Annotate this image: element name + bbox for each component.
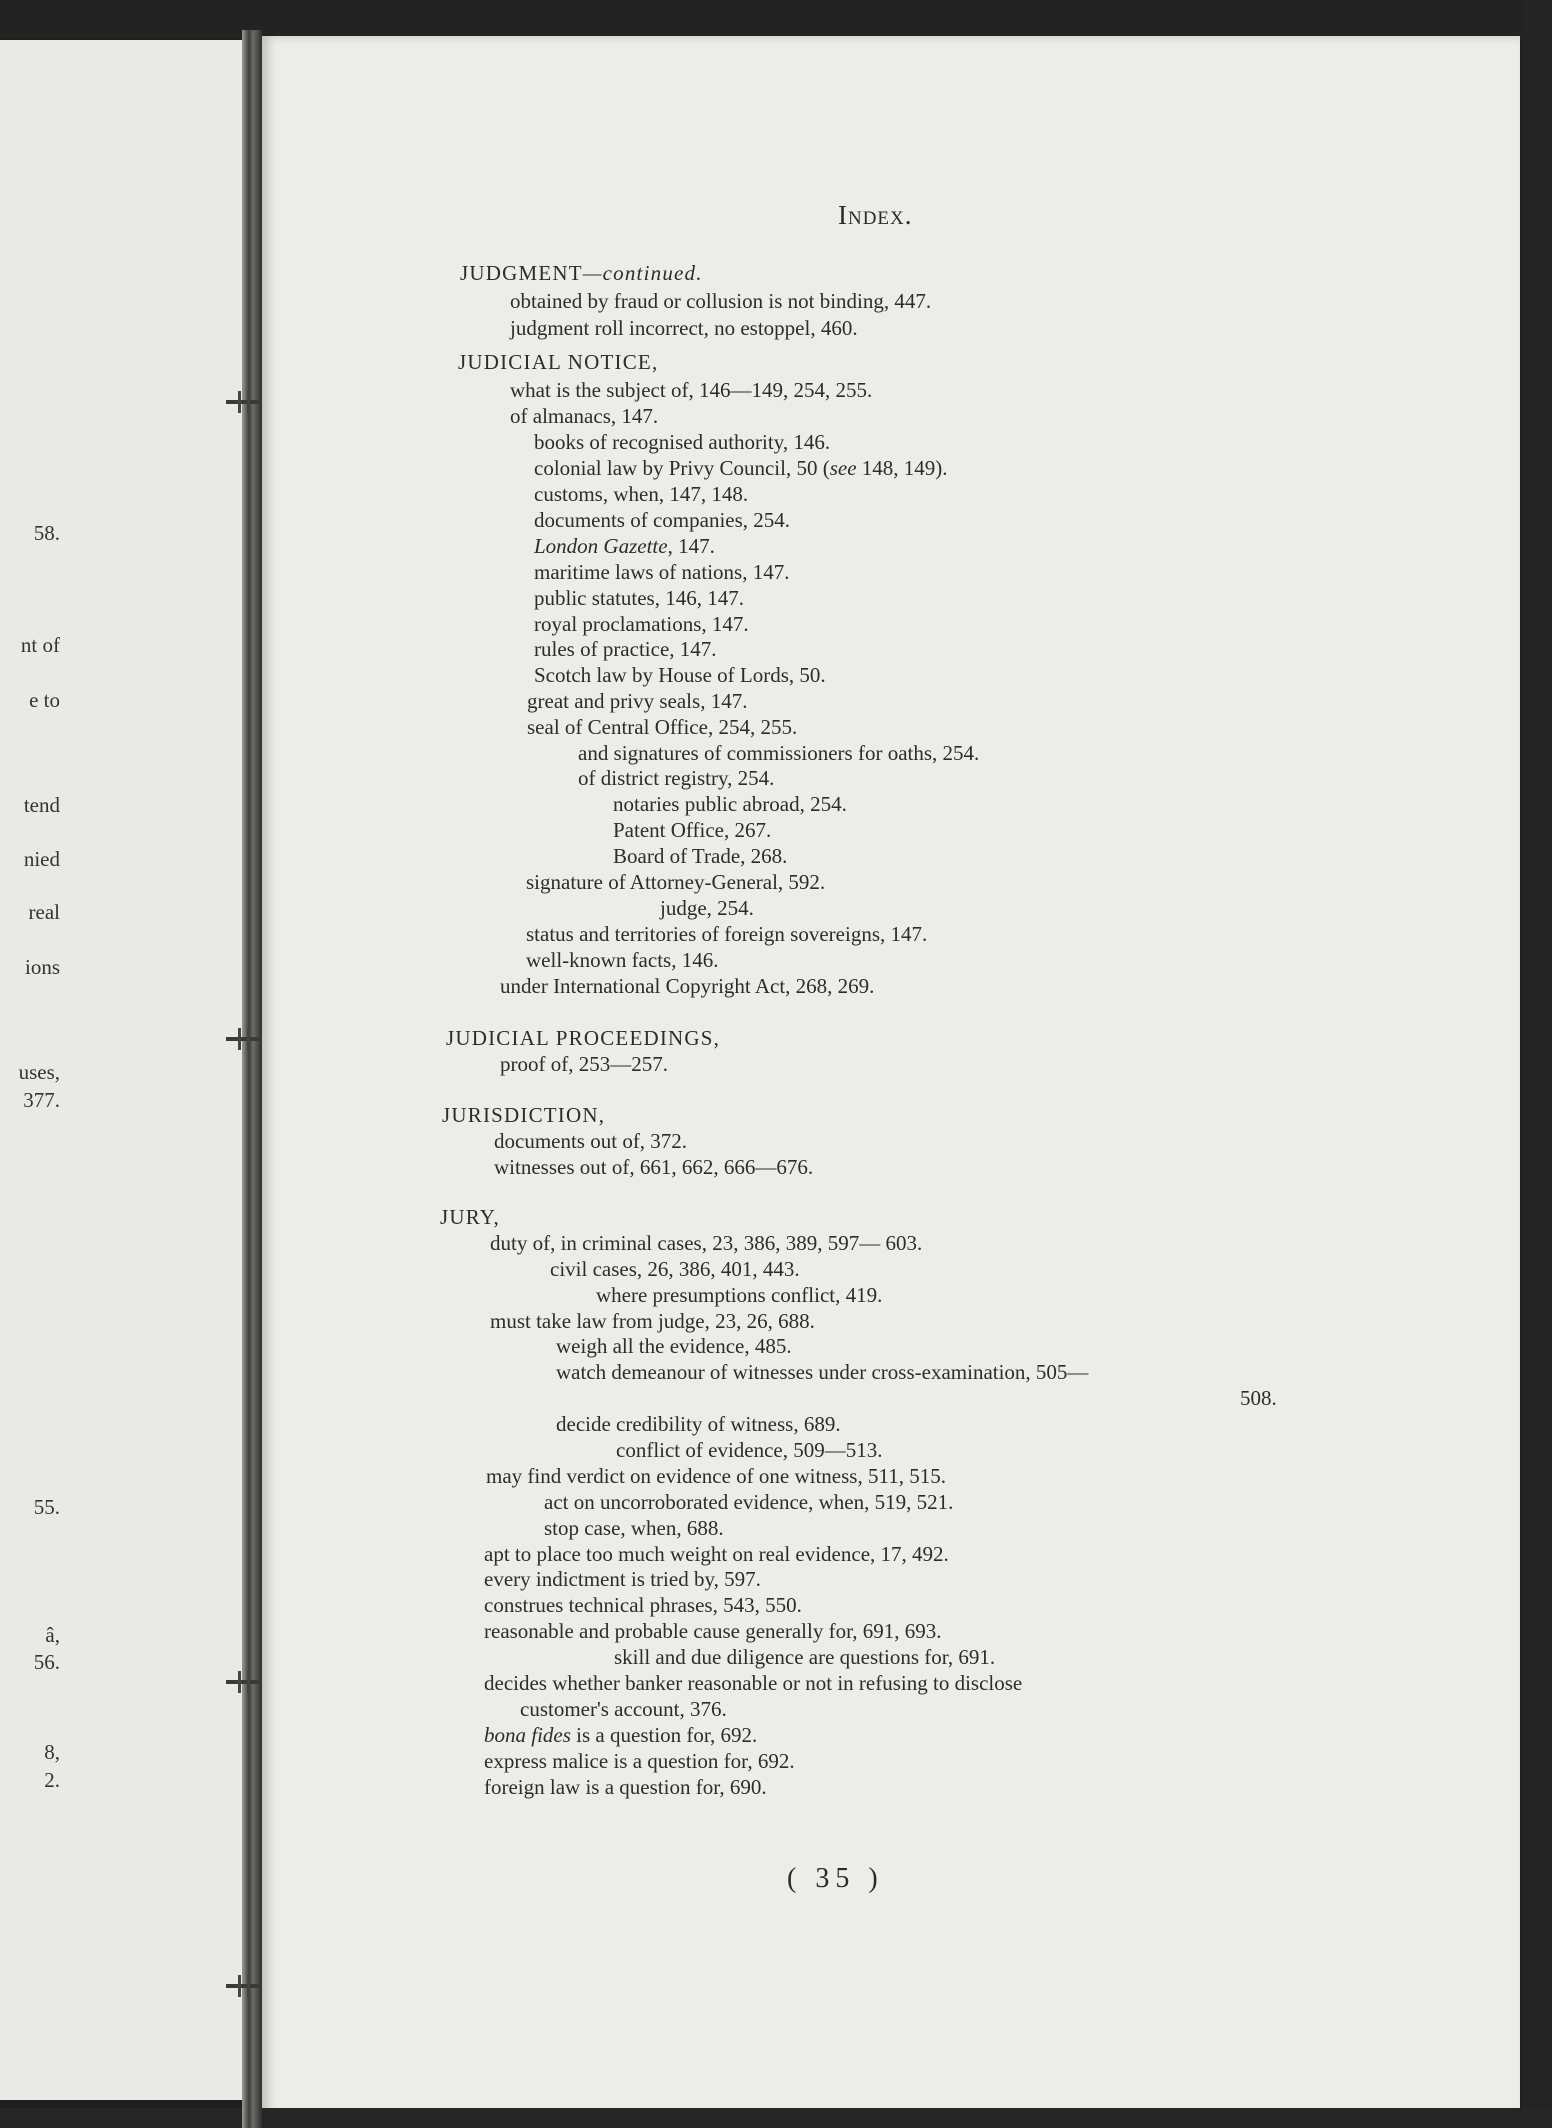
- index-heading: [446, 1025, 720, 1051]
- page-number: ( 35 ): [787, 1863, 884, 1894]
- index-heading: [460, 260, 703, 286]
- index-entry: [534, 429, 830, 455]
- index-entry: [544, 1489, 953, 1515]
- index-entry: [613, 791, 847, 817]
- index-text: JURISDICTION,: [442, 1103, 606, 1127]
- left-page-fragment: uses,: [18, 1060, 60, 1084]
- index-entry: [534, 611, 749, 637]
- index-text: witnesses out of, 661, 662, 666—676.: [494, 1155, 814, 1179]
- index-text: of district registry, 254.: [578, 766, 775, 790]
- index-entry: [490, 1308, 815, 1334]
- index-entry: [556, 1411, 841, 1437]
- index-entry: [578, 740, 979, 766]
- index-entry: [526, 869, 825, 895]
- index-entry: [500, 973, 874, 999]
- index-entry: [534, 533, 715, 559]
- index-entry: [484, 1618, 941, 1644]
- index-text: must take law from judge, 23, 26, 688.: [490, 1309, 815, 1333]
- index-entry: [484, 1541, 949, 1567]
- index-entry: [534, 455, 948, 481]
- index-entry: [510, 315, 858, 341]
- index-entry: [614, 1644, 995, 1670]
- left-page-fragment: 56.: [33, 1650, 60, 1674]
- index-text: skill and due diligence are questions for, 691.: [614, 1645, 996, 1669]
- index-text: decides whether banker reasonable or not in refusing to disclose: [484, 1671, 1023, 1695]
- index-text: rules of practice, 147.: [534, 637, 717, 661]
- index-text: act on uncorroborated evidence, when, 519, 521.: [544, 1490, 954, 1514]
- index-text: watch demeanour of witnesses under cross-examination, 505—: [556, 1360, 1089, 1384]
- index-entry: [556, 1333, 792, 1359]
- left-page-fragment: real: [28, 900, 60, 924]
- index-text: and signatures of commissioners for oaths, 254.: [578, 741, 980, 765]
- index-text: documents out of, 372.: [494, 1129, 688, 1153]
- index-entry: [550, 1256, 800, 1282]
- index-text: civil cases, 26, 386, 401, 443.: [550, 1257, 800, 1281]
- index-text: JUDICIAL NOTICE,: [458, 350, 659, 374]
- index-entry: [534, 585, 744, 611]
- index-entry: [534, 481, 748, 507]
- index-entry: [616, 1437, 883, 1463]
- index-text: where presumptions conflict, 419.: [596, 1283, 883, 1307]
- index-text: documents of companies, 254.: [534, 508, 791, 532]
- index-text: Scotch law by House of Lords, 50.: [534, 663, 826, 687]
- index-entry: [484, 1670, 1022, 1696]
- index-entry: [613, 817, 771, 843]
- index-text: stop case, when, 688.: [544, 1516, 724, 1540]
- index-text: JUDGMENT: [460, 261, 583, 285]
- index-entry: [526, 947, 718, 973]
- index-text: signature of Attorney-General, 592.: [526, 870, 826, 894]
- index-entry: [484, 1774, 767, 1800]
- index-text: bona fides: [484, 1723, 571, 1747]
- index-text: public statutes, 146, 147.: [534, 586, 744, 610]
- index-heading: [440, 1204, 500, 1230]
- index-entry: [660, 895, 754, 921]
- index-heading: [442, 1102, 605, 1128]
- left-page-fragment: 2.: [44, 1768, 60, 1792]
- index-entry: [534, 636, 717, 662]
- index-text: , 147.: [667, 534, 715, 558]
- index-text: status and territories of foreign sovereigns, 147.: [526, 922, 928, 946]
- index-text: decide credibility of witness, 689.: [556, 1412, 841, 1436]
- index-entry: [484, 1748, 795, 1774]
- index-text: customer's account, 376.: [520, 1697, 727, 1721]
- left-page-fragment: e to: [29, 688, 60, 712]
- index-text: may find verdict on evidence of one witness, 511, 515.: [486, 1464, 946, 1488]
- index-text: see: [829, 456, 857, 480]
- index-entry: [490, 1230, 922, 1256]
- index-text: weigh all the evidence, 485.: [556, 1334, 792, 1358]
- index-text: 148, 149).: [856, 456, 948, 480]
- index-text: JUDICIAL PROCEEDINGS,: [446, 1026, 721, 1050]
- index-entry: [510, 403, 658, 429]
- index-text: notaries public abroad, 254.: [613, 792, 847, 816]
- index-entry: [534, 507, 790, 533]
- index-entry: [578, 765, 774, 791]
- index-text: judgment roll incorrect, no estoppel, 460.: [510, 316, 858, 340]
- index-entry: [526, 921, 927, 947]
- index-entry: [510, 288, 931, 314]
- index-text: of almanacs, 147.: [510, 404, 659, 428]
- index-text: Patent Office, 267.: [613, 818, 772, 842]
- index-text: under International Copyright Act, 268, 269.: [500, 974, 875, 998]
- index-text: maritime laws of nations, 147.: [534, 560, 790, 584]
- index-entry: [500, 1051, 668, 1077]
- index-entry: [484, 1566, 761, 1592]
- index-text: construes technical phrases, 543, 550.: [484, 1593, 802, 1617]
- index-text: London Gazette: [534, 534, 668, 558]
- index-text: colonial law by Privy Council, 50 (: [534, 456, 830, 480]
- index-text: what is the subject of, 146—149, 254, 255.: [510, 378, 873, 402]
- left-page-fragment: nied: [23, 847, 60, 871]
- index-entry: [556, 1359, 1088, 1385]
- index-text: —continued.: [582, 261, 703, 285]
- index-text: seal of Central Office, 254, 255.: [527, 715, 798, 739]
- index-text: customs, when, 147, 148.: [534, 482, 749, 506]
- index-text: is a question for, 692.: [570, 1723, 758, 1747]
- index-text: every indictment is tried by, 597.: [484, 1567, 761, 1591]
- index-entry: [544, 1515, 724, 1541]
- index-text: reasonable and probable cause generally for, 691, 693.: [484, 1619, 942, 1643]
- index-text: apt to place too much weight on real evidence, 17, 492.: [484, 1542, 949, 1566]
- index-entry: [527, 714, 797, 740]
- index-entry: [527, 688, 747, 714]
- index-text: judge, 254.: [660, 896, 754, 920]
- index-entry: [510, 377, 872, 403]
- index-text: JURY,: [440, 1205, 500, 1229]
- left-page-fragment: ions: [24, 955, 60, 979]
- index-entry: [534, 559, 789, 585]
- index-text: conflict of evidence, 509—513.: [616, 1438, 883, 1462]
- index-entry: [596, 1282, 882, 1308]
- left-page-fragment: 58.: [33, 521, 60, 545]
- index-entry: [486, 1463, 946, 1489]
- index-entry: [484, 1592, 802, 1618]
- page-title: Index.: [838, 200, 913, 230]
- index-entry: [494, 1128, 687, 1154]
- left-page-fragment: 377.: [23, 1088, 60, 1112]
- left-page-fragment: tend: [23, 793, 60, 817]
- left-page-fragment: 55.: [33, 1495, 60, 1519]
- index-text: foreign law is a question for, 690.: [484, 1775, 767, 1799]
- index-text: royal proclamations, 147.: [534, 612, 749, 636]
- left-page-fragment: 8,: [44, 1740, 60, 1764]
- index-entry: [613, 843, 787, 869]
- index-entry: [534, 662, 826, 688]
- index-entry: [494, 1154, 813, 1180]
- index-text: proof of, 253—257.: [500, 1052, 668, 1076]
- index-entry: [484, 1722, 757, 1748]
- index-text: duty of, in criminal cases, 23, 386, 389, 597— 603.: [490, 1231, 923, 1255]
- index-text: well-known facts, 146.: [526, 948, 719, 972]
- index-entry: [520, 1696, 727, 1722]
- index-text: great and privy seals, 147.: [527, 689, 748, 713]
- index-text: books of recognised authority, 146.: [534, 430, 831, 454]
- left-page-fragment: nt of: [20, 633, 60, 657]
- index-text: 508.: [1240, 1386, 1277, 1410]
- index-heading: [458, 349, 658, 375]
- index-entry: [1240, 1385, 1277, 1411]
- index-text: obtained by fraud or collusion is not binding, 447.: [510, 289, 932, 313]
- index-text: Board of Trade, 268.: [613, 844, 788, 868]
- left-page-fragment: â,: [45, 1623, 60, 1647]
- index-text: express malice is a question for, 692.: [484, 1749, 795, 1773]
